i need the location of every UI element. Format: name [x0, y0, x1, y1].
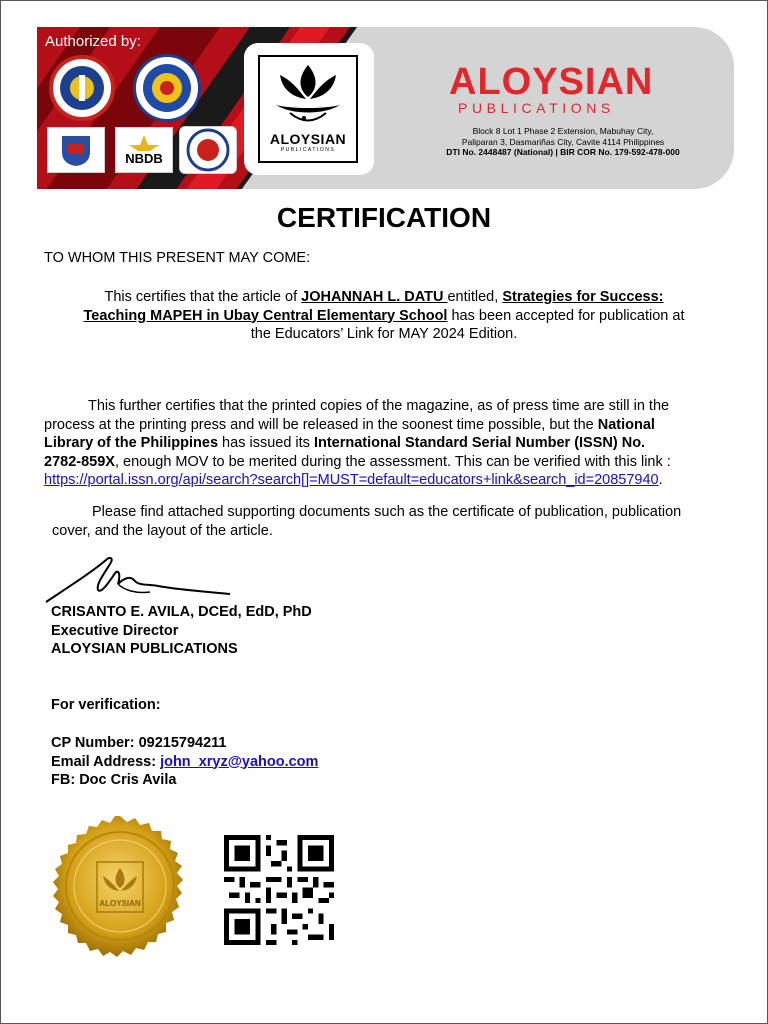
aloysian-logo-card [244, 43, 374, 175]
seal-logo-word: ALOYSIAN [99, 899, 141, 908]
author-name: JOHANNAH L. DATU [301, 289, 448, 305]
paragraph-2-line-2: process at the printing press and will be released in the soonest time possible, but the National [44, 416, 655, 433]
deped-division-badge-icon [47, 127, 105, 173]
salutation: TO WHOM THIS PRESENT MAY COME: [44, 250, 311, 266]
brand-subtitle: PUBLICATIONS [458, 100, 615, 116]
paragraph-3 [52, 503, 742, 540]
signatory-name: CRISANTO E. AVILA, DCEd, EdD, PhD [51, 604, 312, 620]
verification-heading: For verification: [51, 697, 161, 713]
qr-code-icon[interactable] [224, 835, 334, 945]
authorized-by-label: Authorized by: [45, 33, 141, 50]
header-banner [37, 27, 734, 189]
paragraph-2-line-3: Library of the Philippines has issued its International Standard Serial Number (ISSN) No. [44, 435, 646, 451]
paragraph-1 [0, 288, 768, 344]
paragraph-2-line-5: https://portal.issn.org/api/search?search[]=MUST=default=educators+link&search_id=20857940. [44, 472, 663, 488]
paragraph-2 [44, 397, 734, 490]
certificate-title: CERTIFICATION [276, 202, 492, 233]
fb-contact: FB: Doc Cris Avila [51, 772, 177, 788]
paragraph-1-line-1: This certifies that the article of JOHANNAH L. DATU entitled, Strategies for Success: [104, 289, 664, 305]
national-library-seal-icon [179, 126, 237, 174]
address-line-2: Paliparan 3, Dasmariñas City, Cavite 4114 Philippines [461, 136, 665, 147]
paragraph-3-line-1: Please find attached supporting documents such as the certificate of publication, publication [92, 504, 682, 520]
issn-verification-link[interactable]: https://portal.issn.org/api/search?search[]=MUST=default=educators+link&search_id=20857940 [44, 472, 659, 488]
logo-word: ALOYSIAN [269, 131, 347, 147]
address-line-3: DTI No. 2448487 (National) | BIR COR No. 179-592-478-000 [446, 147, 680, 157]
paragraph-2-line-1: This further certifies that the printed copies of the magazine, as of press time are still in the [88, 398, 670, 414]
brand-title: ALOYSIAN [449, 61, 654, 103]
address-block [403, 126, 723, 158]
email-address: Email Address: john_xryz@yahoo.com [51, 753, 319, 770]
logo-sub: PUBLICATIONS [280, 147, 336, 153]
nbdb-badge [115, 127, 173, 173]
email-link[interactable]: john_xryz@yahoo.com [160, 753, 319, 770]
address-line-1: Block 8 Lot 1 Phase 2 Extension, Mabuhay City, [472, 126, 654, 136]
prc-seal-icon [133, 54, 201, 122]
signatory-org: ALOYSIAN PUBLICATIONS [51, 641, 238, 657]
nbdb-label: NBDB [125, 150, 163, 166]
gold-seal-icon [45, 814, 195, 964]
paragraph-1-line-3: the Educators’ Link for MAY 2024 Edition. [250, 326, 518, 342]
paragraph-1-line-2: Teaching MAPEH in Ubay Central Elementary School has been accepted for publication at [83, 307, 685, 324]
verification-details [51, 734, 318, 790]
article-title-part-1: Strategies for Success: [502, 289, 664, 305]
signatory-block [51, 603, 312, 659]
paragraph-3-line-2: cover, and the layout of the article. [52, 522, 273, 539]
cp-number: CP Number: 09215794211 [51, 735, 227, 751]
signatory-position: Executive Director [51, 622, 179, 639]
paragraph-2-line-4: 2782-859X, enough MOV to be merited during the assessment. This can be verified with this link : [44, 453, 671, 470]
lotus-logo-icon [268, 57, 348, 127]
article-title-part-2: Teaching MAPEH in Ubay Central Elementary School [83, 307, 448, 324]
aloysian-logo [258, 55, 358, 163]
deped-seal-icon [49, 55, 115, 121]
